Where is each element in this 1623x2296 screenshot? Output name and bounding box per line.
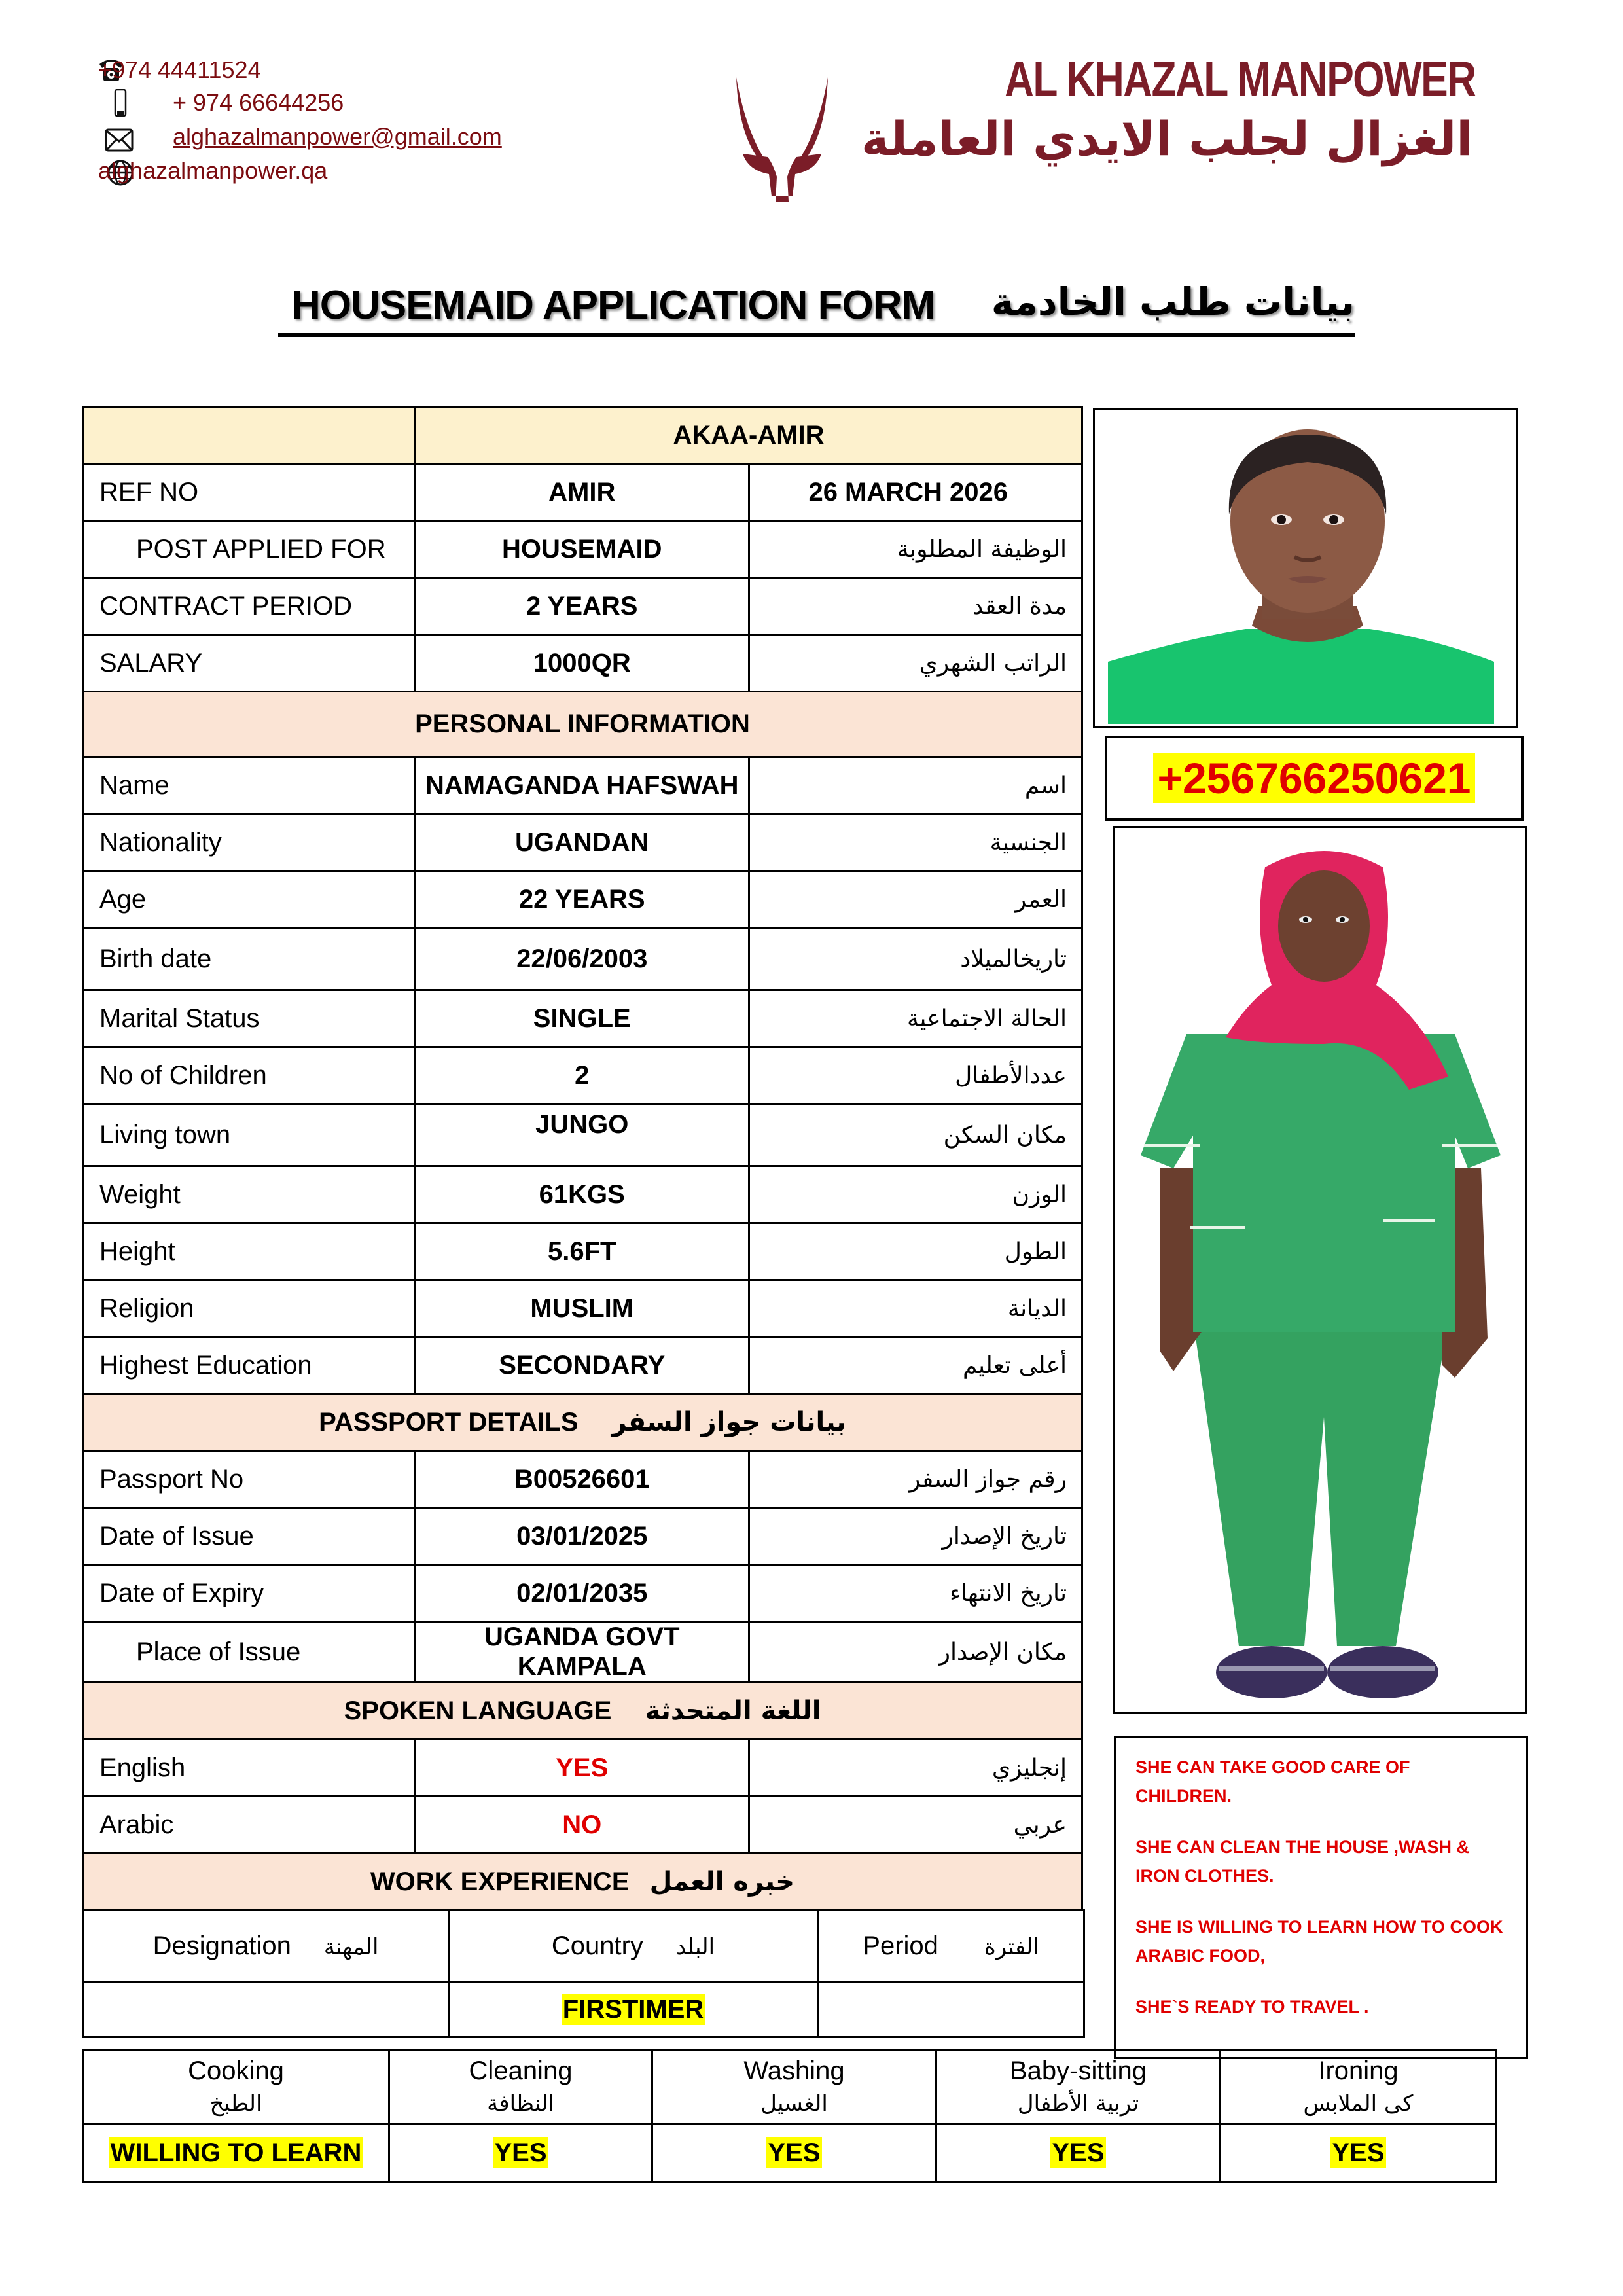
work-experience-table [82,1909,1085,2038]
candidate-phone-box [1105,736,1524,821]
candidate-notes [1114,1736,1528,2059]
email-link[interactable]: alghazalmanpower@gmail.com [173,123,502,150]
table-row-english: English YES إنجليزي [83,1740,1082,1797]
table-row: Marital Status SINGLE الحالة الاجتماعية [83,990,1082,1047]
table-row: No of Children 2 عددالأطفال [83,1047,1082,1104]
table-row: Date of Issue 03/01/2025 تاريخ الإصدار [83,1508,1082,1565]
table-row-salary: SALARY 1000QR الراتب الشهري [83,635,1082,692]
skill-babysitting-value: YES [1052,2138,1105,2167]
table-row: Age 22 YEARS العمر [83,871,1082,928]
table-row: Place of Issue UGANDA GOVT KAMPALA مكان الإصدار [83,1622,1082,1683]
form-code-row [83,407,1082,464]
table-row: Passport No B00526601 رقم جواز السفر [83,1451,1082,1508]
application-table [82,406,1083,1911]
skill-washing-value: YES [768,2138,821,2167]
arabic-status: NO [416,1797,749,1854]
portrait-image [1095,410,1518,728]
table-row-contract: CONTRACT PERIOD 2 YEARS مدة العقد [83,578,1082,635]
contact-mobile: + 974 66644256 [98,86,269,119]
section-language: SPOKEN LANGUAGE اللغة المتحدثة [83,1683,1082,1740]
section-work-experience: WORK EXPERIENCE خبره العمل [83,1854,1082,1910]
note-item: SHE`S READY TO TRAVEL . [1135,1997,1369,2017]
work-header-row: Designation المهنة Country البلد Period الفترة [83,1910,1084,1982]
table-row: Height 5.6FT الطول [83,1223,1082,1280]
table-row: Highest Education SECONDARY أعلى تعليم [83,1337,1082,1394]
table-row: Name NAMAGANDA HAFSWAH اسم [83,757,1082,814]
note-item: SHE CAN CLEAN THE HOUSE ,WASH & IRON CLOTHES. [1135,1837,1470,1886]
table-row-ref: REF NO AMIR 26 MARCH 2026 [83,464,1082,521]
table-row-arabic: Arabic NO عربي [83,1797,1082,1854]
table-row: Nationality UGANDAN الجنسية [83,814,1082,871]
section-passport: PASSPORT DETAILS بيانات جواز السفر [83,1394,1082,1451]
envelope-icon [105,128,134,152]
form-date: 26 MARCH 2026 [749,464,1082,521]
section-personal-info: PERSONAL INFORMATION [83,692,1082,757]
contact-website: alghazalmanpower.qa [98,154,327,187]
table-row: Date of Expiry 02/01/2035 تاريخ الانتهاء [83,1565,1082,1622]
gazelle-logo-icon [730,72,834,203]
skill-cooking-value: WILLING TO LEARN [110,2138,362,2167]
form-title-en: HOUSEMAID APPLICATION FORM [291,283,935,328]
skill-ironing-header: Ironing كى الملابس [1221,2051,1497,2124]
skill-cleaning-value: YES [494,2138,547,2167]
table-row: Birth date 22/06/2003 تاريخالميلاد [83,928,1082,990]
skill-cleaning-header: Cleaning النظافة [389,2051,652,2124]
english-status: YES [416,1740,749,1797]
skills-header-row [83,2051,1497,2124]
form-title [278,278,1355,337]
skill-ironing-value: YES [1332,2138,1385,2167]
full-body-photo [1113,826,1527,1714]
note-item: SHE IS WILLING TO LEARN HOW TO COOK ARABIC FOOD, [1135,1917,1503,1965]
contact-landline: +974 44411524 [98,56,261,83]
skill-cooking-header: Cooking الطبخ [83,2051,389,2124]
candidate-phone[interactable]: +256766250621 [1153,753,1474,803]
brand-name-en: AL KHAZAL MANPOWER [1005,52,1476,107]
skill-washing-header: Washing الغسيل [652,2051,936,2124]
skills-table [82,2049,1497,2183]
table-row: Weight 61KGS الوزن [83,1166,1082,1223]
table-row [83,1982,1084,2037]
brand-name-ar: الغزال لجلب الايدي العاملة [861,111,1472,166]
contact-email [98,120,502,153]
table-row: Religion MUSLIM الديانة [83,1280,1082,1337]
table-row: Living town JUNGO مكان السكن [83,1104,1082,1166]
skills-value-row [83,2124,1497,2182]
table-row-post: POST APPLIED FOR HOUSEMAID الوظيفة المطلوبة [83,521,1082,578]
form-title-ar: بيانات طلب الخادمة [991,279,1355,324]
full-body-image [1115,828,1527,1714]
first-timer-badge: FIRSTIMER [562,1995,704,2024]
skill-babysitting-header: Baby-sitting تربية الأطفال [936,2051,1221,2124]
passport-photo [1093,408,1518,728]
note-item: SHE CAN TAKE GOOD CARE OF CHILDREN. [1135,1757,1410,1806]
mobile-phone-icon [114,89,127,117]
form-code: AKAA-AMIR [416,407,1082,464]
